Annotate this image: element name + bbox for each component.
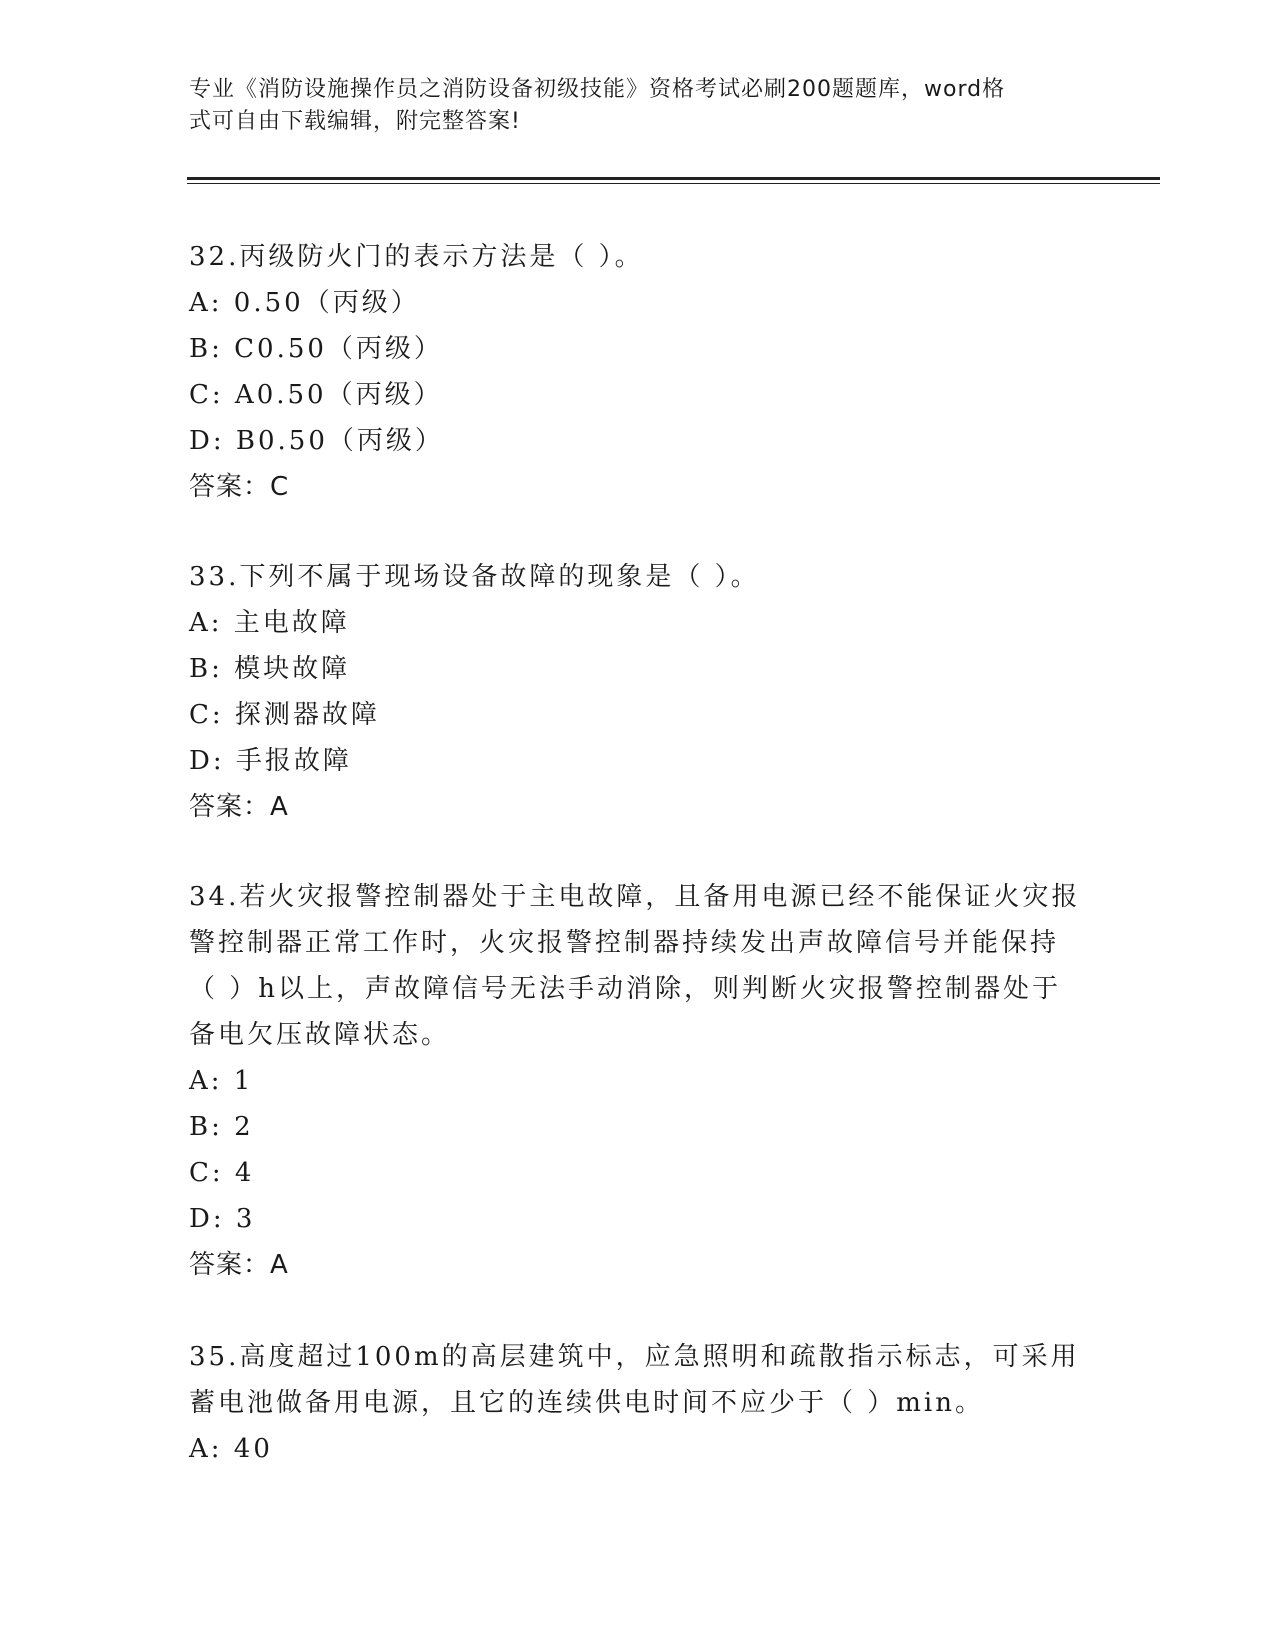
question-35	[189, 1334, 1089, 1472]
option-a: A: 0.50（丙级）	[189, 288, 420, 318]
question-33	[189, 554, 1089, 830]
question-stem: 32.丙级防火门的表示方法是（ ）。	[189, 242, 644, 272]
question-stem-line-1: 35.高度超过100m的高层建筑中，应急照明和疏散指示标志，可采用	[189, 1342, 1080, 1372]
option-a: A: 主电故障	[189, 608, 350, 638]
option-c: C: 4	[189, 1158, 255, 1188]
option-b: B: C0.50（丙级）	[189, 334, 443, 364]
answer-line: 答案：C	[189, 472, 290, 502]
option-a: A: 40	[189, 1434, 273, 1464]
header-divider-thick	[187, 177, 1160, 180]
document-header	[189, 74, 1089, 138]
question-stem: 33.下列不属于现场设备故障的现象是（ ）。	[189, 562, 760, 592]
question-stem-line-1: 34.若火灾报警控制器处于主电故障，且备用电源已经不能保证火灾报	[189, 882, 1081, 912]
answer-line: 答案：A	[189, 792, 289, 822]
option-c: C: A0.50（丙级）	[189, 380, 443, 410]
option-c: C: 探测器故障	[189, 700, 380, 730]
option-b: B: 模块故障	[189, 654, 351, 684]
header-line-1: 专业《消防设施操作员之消防设备初级技能》资格考试必刷200题题库，word格	[189, 77, 1006, 102]
question-32	[189, 234, 1089, 510]
question-stem-line-2: 蓄电池做备用电源，且它的连续供电时间不应少于（ ）min。	[189, 1388, 984, 1418]
header-divider-thin	[187, 183, 1160, 184]
option-b: B: 2	[189, 1112, 254, 1142]
option-d: D: 3	[189, 1204, 256, 1234]
question-stem-line-2: 警控制器正常工作时，火灾报警控制器持续发出声故障信号并能保持	[189, 928, 1060, 958]
header-line-2: 式可自由下载编辑，附完整答案!	[189, 109, 521, 134]
answer-line: 答案：A	[189, 1250, 289, 1280]
question-34	[189, 874, 1089, 1288]
question-stem-line-3: （ ）h以上，声故障信号无法手动消除，则判断火灾报警控制器处于	[189, 974, 1062, 1004]
option-d: D: B0.50（丙级）	[189, 426, 444, 456]
question-stem-line-4: 备电欠压故障状态。	[189, 1020, 451, 1050]
option-a: A: 1	[189, 1066, 254, 1096]
option-d: D: 手报故障	[189, 746, 352, 776]
